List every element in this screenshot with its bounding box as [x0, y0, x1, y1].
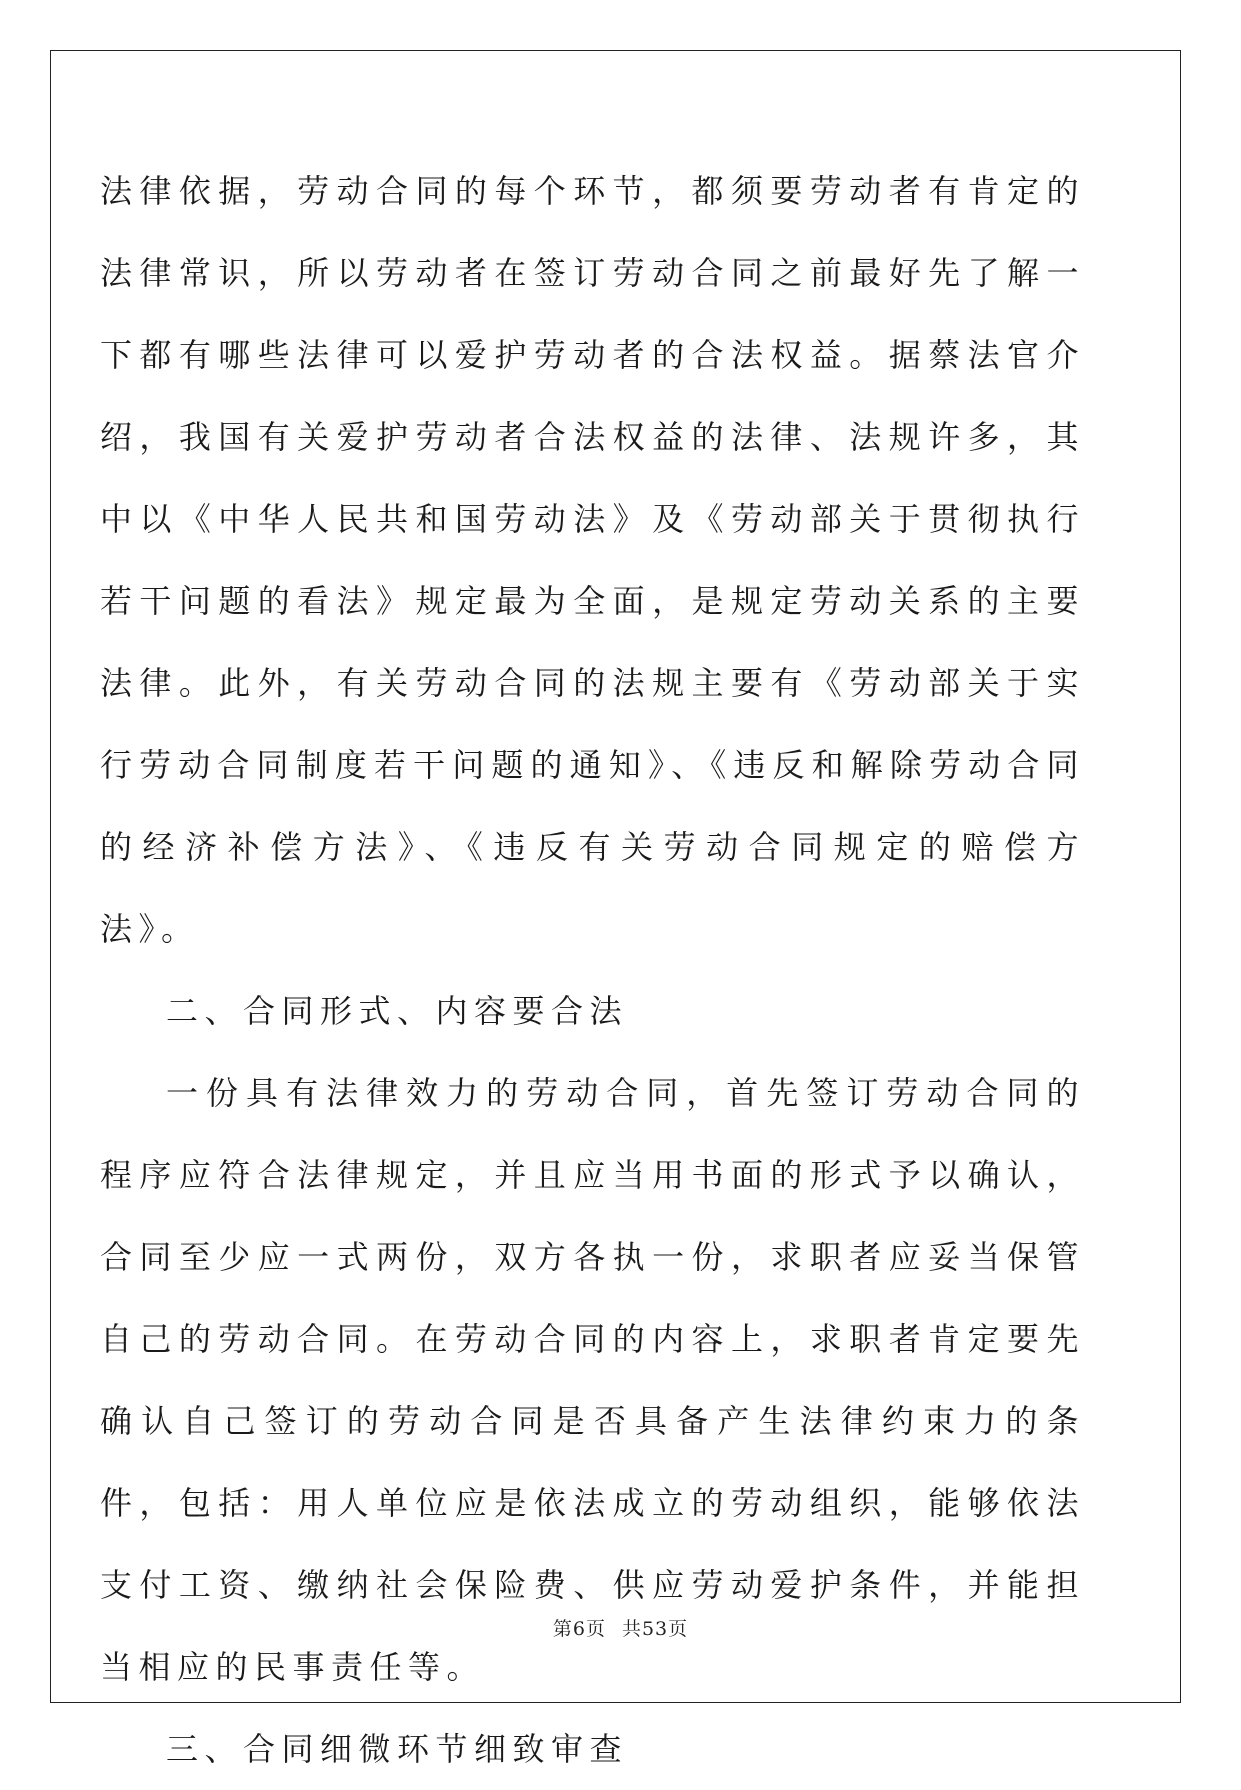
document-body — [100, 150, 1085, 1790]
paragraph-contract-form: 一份具有法律效力的劳动合同，首先签订劳动合同的程序应符合法律规定，并且应当用书面的形式予以确认，合同至少应一式两份，双方各执一份，求职者应妥当保管自己的劳动合同。在劳动合同的内容上，求职者肯定要先确认自己签订的劳动合同是否具备产生法律约束力的条件，包括：用人单位应是依法成立的劳动组织，能够依法支付工资、缴纳社会保险费、供应劳动爱护条件，并能担当相应的民事责任等。 — [100, 1074, 1085, 1686]
page-footer — [0, 1614, 1241, 1641]
paragraph-legal-basis: 法律依据，劳动合同的每个环节，都须要劳动者有肯定的法律常识，所以劳动者在签订劳动合同之前最好先了解一下都有哪些法律可以爱护劳动者的合法权益。据蔡法官介绍，我国有关爱护劳动者合法权益的法律、法规许多，其中以《中华人民共和国劳动法》及《劳动部关于贯彻执行若干问题的看法》规定最为全面，是规定劳动关系的主要法律。此外，有关劳动合同的法规主要有《劳动部关于实行劳动合同制度若干问题的通知》、《违反和解除劳动合同的经济补偿方法》、《违反有关劳动合同规定的赔偿方法》。 — [100, 172, 1085, 948]
section-heading-2: 二、合同形式、内容要合法 — [166, 992, 629, 1030]
page-number: 6 — [572, 1618, 586, 1640]
total-label-prefix: 共 — [621, 1618, 642, 1640]
page-label-suffix: 页 — [585, 1618, 606, 1640]
page-label-prefix: 第 — [552, 1618, 573, 1640]
total-label-suffix: 页 — [668, 1618, 689, 1640]
section-heading-3: 三、合同细微环节细致审查 — [166, 1730, 629, 1768]
total-pages: 53 — [641, 1618, 669, 1640]
